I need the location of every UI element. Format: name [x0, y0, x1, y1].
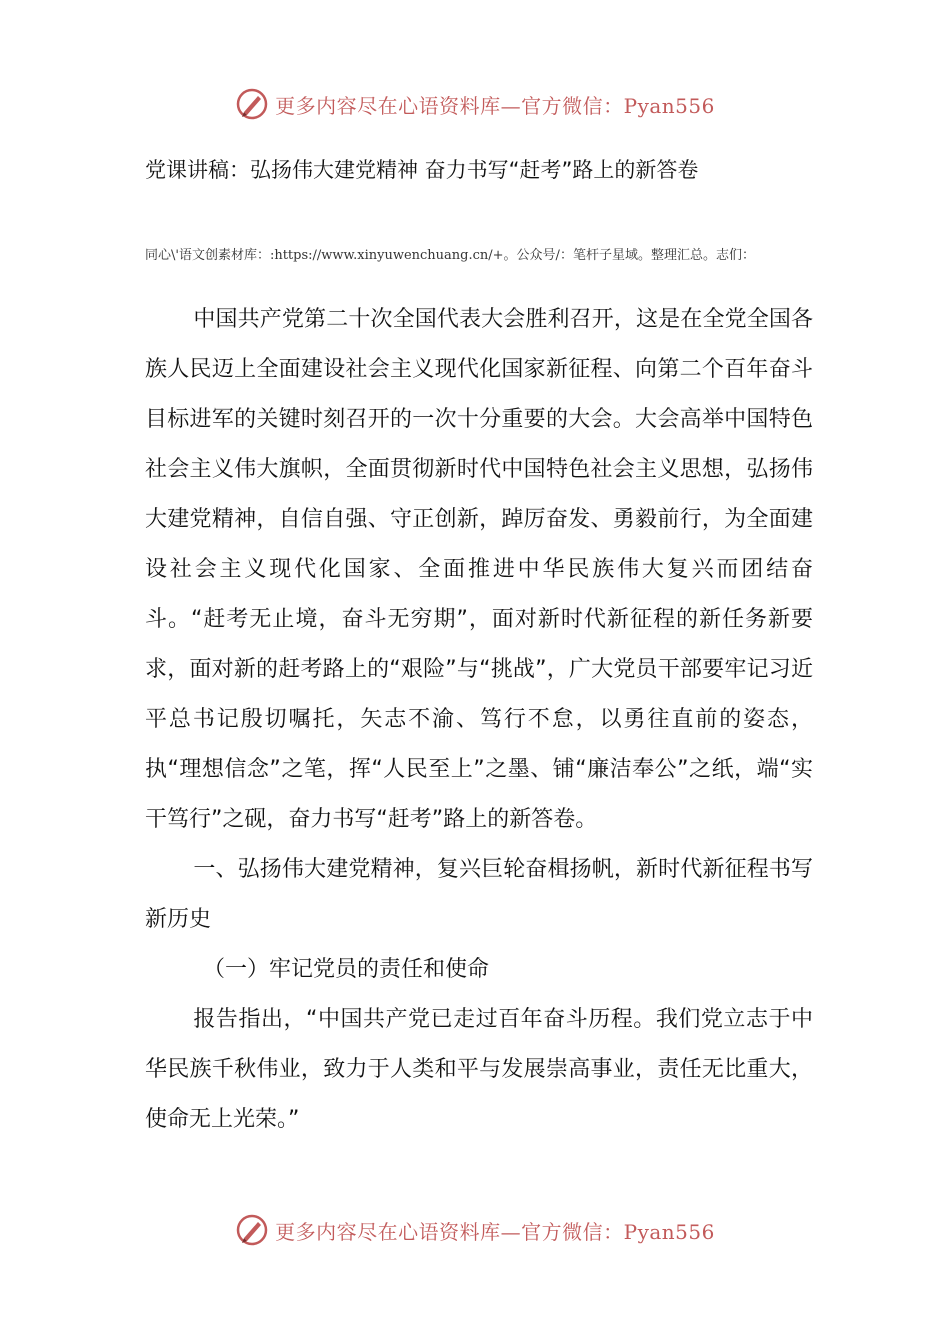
source-note: 同心\'语文创素材库：:https://www.xinyuwenchuang.cn/+。公众号/：笔杆子星域。整理汇总。志们： [145, 248, 755, 263]
paragraph-report: 报告指出，“中国共产党已走过百年奋斗历程。我们党立志于中华民族千秋伟业，致力于人类和平与发展崇高事业，责任无比重大，使命无上光荣。” [145, 1007, 813, 1132]
document-body [145, 295, 813, 1145]
pen-circle-icon [235, 87, 269, 121]
footer-banner [0, 1208, 950, 1252]
pen-circle-icon [235, 1213, 269, 1247]
document-title: 党课讲稿：弘扬伟大建党精神 奋力书写“赶考”路上的新答卷 [145, 158, 699, 182]
footer-banner-text: 更多内容尽在心语资料库—官方微信：Pyan556 [275, 1219, 715, 1244]
header-banner [0, 82, 950, 126]
paragraph-intro: 中国共产党第二十次全国代表大会胜利召开，这是在全党全国各族人民迈上全面建设社会主义现代化国家新征程、向第二个百年奋斗目标进军的关键时刻召开的一次十分重要的大会。大会高举中国特色社会主义伟大旗帜，全面贯彻新时代中国特色社会主义思想，弘扬伟大建党精神，自信自强、守正创新，踔厉奋发、勇毅前行，为全面建设社会主义现代化国家、全面推进中华民族伟大复兴而团结奋斗。“赶考无止境，奋斗无穷期”，面对新时代新征程的新任务新要求，面对新的赶考路上的“艰险”与“挑战”，广大党员干部要牢记习近平总书记殷切嘱托，矢志不渝、笃行不怠，以勇往直前的姿态，执“理想信念”之笔，挥“人民至上”之墨、铺“廉洁奉公”之纸，端“实干笃行”之砚，奋力书写“赶考”路上的新答卷。 [145, 307, 813, 832]
header-banner-text: 更多内容尽在心语资料库—官方微信：Pyan556 [275, 93, 715, 118]
subsection-heading-1: （一）牢记党员的责任和使命 [203, 957, 490, 982]
section-heading-1: 一、弘扬伟大建党精神，复兴巨轮奋楫扬帆，新时代新征程书写新历史 [145, 857, 813, 932]
